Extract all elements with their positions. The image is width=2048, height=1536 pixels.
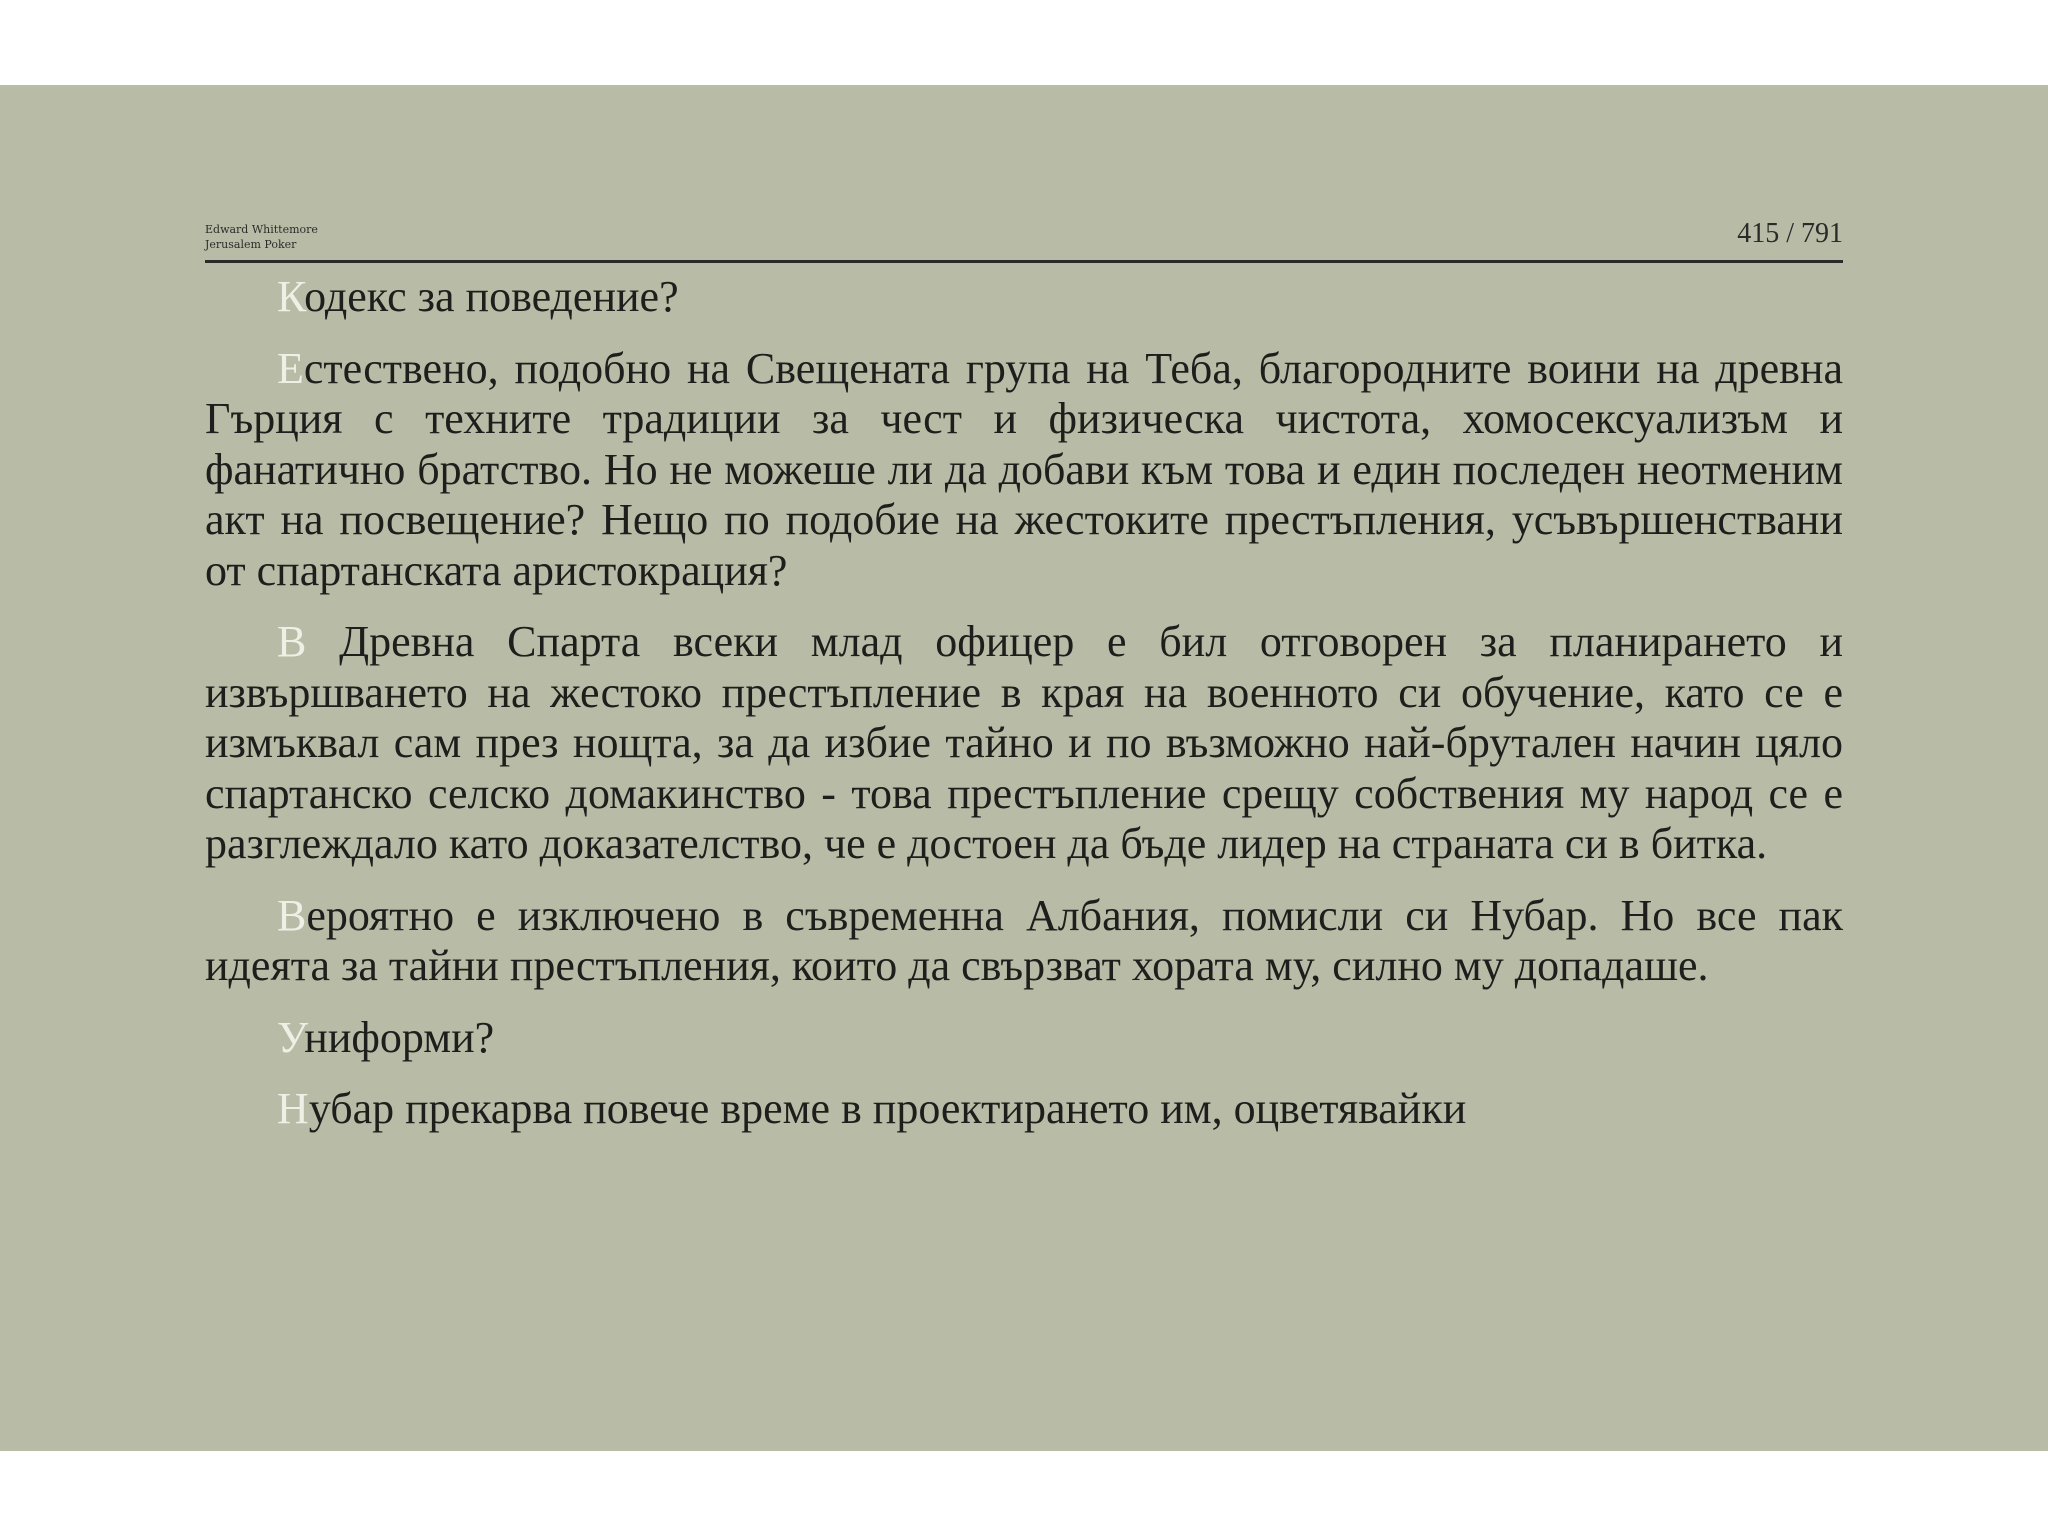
text-body	[205, 272, 1843, 1156]
paragraph-text: стествено, подобно на Свещената група на Теба, благородните воини на древна Гърция с техните традиции за чест и физическа чистота, хомосексуализъм и фанатично братство. Но не можеше ли да добави към това и един последен неотменим акт на посвещение? Нещо по подобие на жестоките престъпления, усъвършенствани от спартанската аристокрация?	[205, 343, 1843, 595]
page-counter	[1737, 218, 1843, 250]
paragraph-initial: В	[277, 617, 307, 666]
paragraph-text: одекс за поведение?	[304, 272, 679, 321]
paragraph-initial: Н	[277, 1084, 309, 1133]
paragraph	[205, 891, 1843, 992]
paragraph-initial: Е	[277, 343, 304, 393]
book-title: Jerusalem Poker	[205, 238, 297, 251]
book-meta	[205, 222, 318, 252]
page-separator: /	[1786, 218, 1794, 249]
paragraph-initial: В	[277, 890, 307, 940]
paragraph-text: убар прекарва повече време в проектирането им, оцветявайки	[308, 1084, 1467, 1133]
page-current: 415	[1737, 218, 1780, 249]
paragraph-text: ероятно е изключено в съвременна Албания, помисли си Нубар. Но все пак идеята за тайни престъпления, които да свързват хората му, силно му допадаше.	[205, 890, 1843, 990]
paragraph	[205, 617, 1843, 870]
paragraph-initial: У	[277, 1012, 305, 1062]
paragraph	[205, 1084, 1843, 1135]
paragraph	[205, 272, 1843, 323]
paragraph-text: ниформи?	[304, 1012, 495, 1062]
author-name: Edward Whittemore	[205, 223, 318, 236]
paragraph	[205, 344, 1843, 597]
paragraph-text: Древна Спарта всеки млад офицер е бил отговорен за планирането и извършването на жестоко престъпление в края на военното си обучение, като се е измъквал сам през нощта, за да избие тайно и по възможно най-брутален начин цяло спартанско селско домакинство - това престъпление срещу собствения му народ се е разглеждало като доказателство, че е достоен да бъде лидер на страната си в битка.	[205, 617, 1843, 868]
paragraph-initial: К	[277, 272, 305, 321]
running-header	[205, 136, 1843, 263]
page-total: 791	[1801, 218, 1843, 249]
paragraph	[205, 1013, 1843, 1064]
